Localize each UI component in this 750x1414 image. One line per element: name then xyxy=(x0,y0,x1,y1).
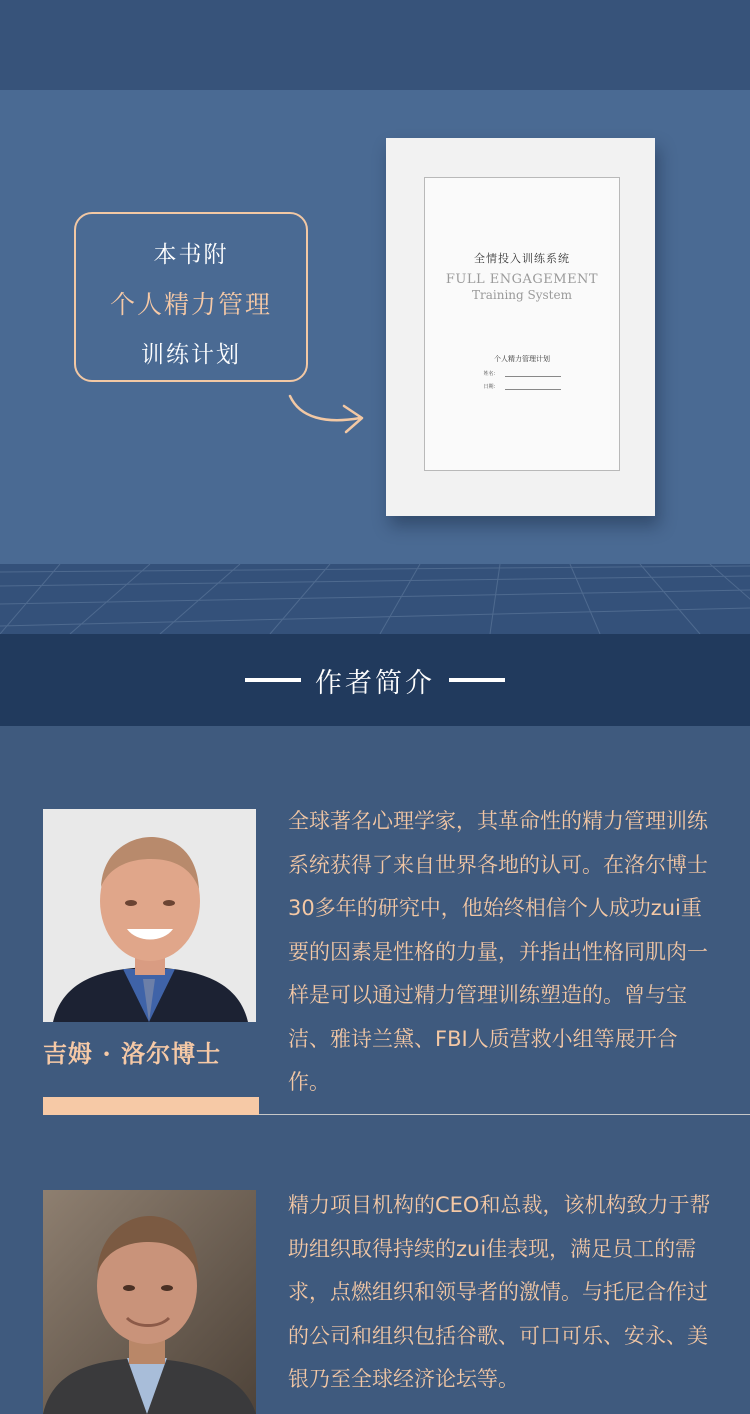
author-name-underline-bar xyxy=(43,1097,259,1115)
perspective-grid-band xyxy=(0,564,750,634)
author-photo-2 xyxy=(43,1190,256,1414)
book-cover-frame xyxy=(424,177,620,471)
book-date-field xyxy=(425,383,619,390)
author-divider-line xyxy=(259,1114,750,1115)
book-plan-title: 个人精力管理计划 xyxy=(494,355,550,363)
title-dash-left xyxy=(245,678,301,682)
author-bio-1: 全球著名心理学家，其革命性的精力管理训练系统获得了来自世界各地的认可。在洛尔博士30多年的研究中，他始终相信个人成功zui重要的因素是性格的力量，并指出性格同肌肉一样是可以通过精力管理训练塑造的。曾与宝洁、雅诗兰黛、FBI人质营救小组等展开合作。 xyxy=(288,809,708,1094)
book-en-title-2: Training System xyxy=(472,288,572,302)
training-plan-book-cover xyxy=(386,138,655,516)
book-name-field xyxy=(425,370,619,377)
section-title-band xyxy=(0,634,750,726)
book-date-label: 日期： xyxy=(483,384,499,390)
callout-line-2: 个人精力管理 xyxy=(109,290,272,319)
author-name-1: 吉姆 · 洛尔博士 xyxy=(43,1039,222,1068)
portrait-icon xyxy=(43,809,256,1022)
author-photo-1 xyxy=(43,809,256,1022)
author-bio-2: 精力项目机构的CEO和总裁，该机构致力于帮助组织取得持续的zui佳表现，满足员工的需求，点燃组织和领导者的激情。与托尼合作过的公司和组织包括谷歌、可口可乐、安永、美银乃至全球经济论坛等。 xyxy=(288,1193,711,1391)
book-cn-title: 全情投入训练系统 xyxy=(474,252,570,265)
title-dash-right xyxy=(449,678,505,682)
callout-line-3: 训练计划 xyxy=(141,342,241,368)
callout-line-1: 本书附 xyxy=(153,242,229,268)
section-title: 作者简介 xyxy=(315,667,435,699)
perspective-grid-pattern xyxy=(0,564,750,634)
book-name-label: 姓名： xyxy=(483,371,499,377)
top-band xyxy=(0,0,750,90)
portrait-icon xyxy=(43,1190,256,1414)
appendix-callout xyxy=(74,212,308,382)
curved-arrow-icon xyxy=(286,388,370,440)
book-en-title-1: FULL ENGAGEMENT xyxy=(445,272,599,287)
